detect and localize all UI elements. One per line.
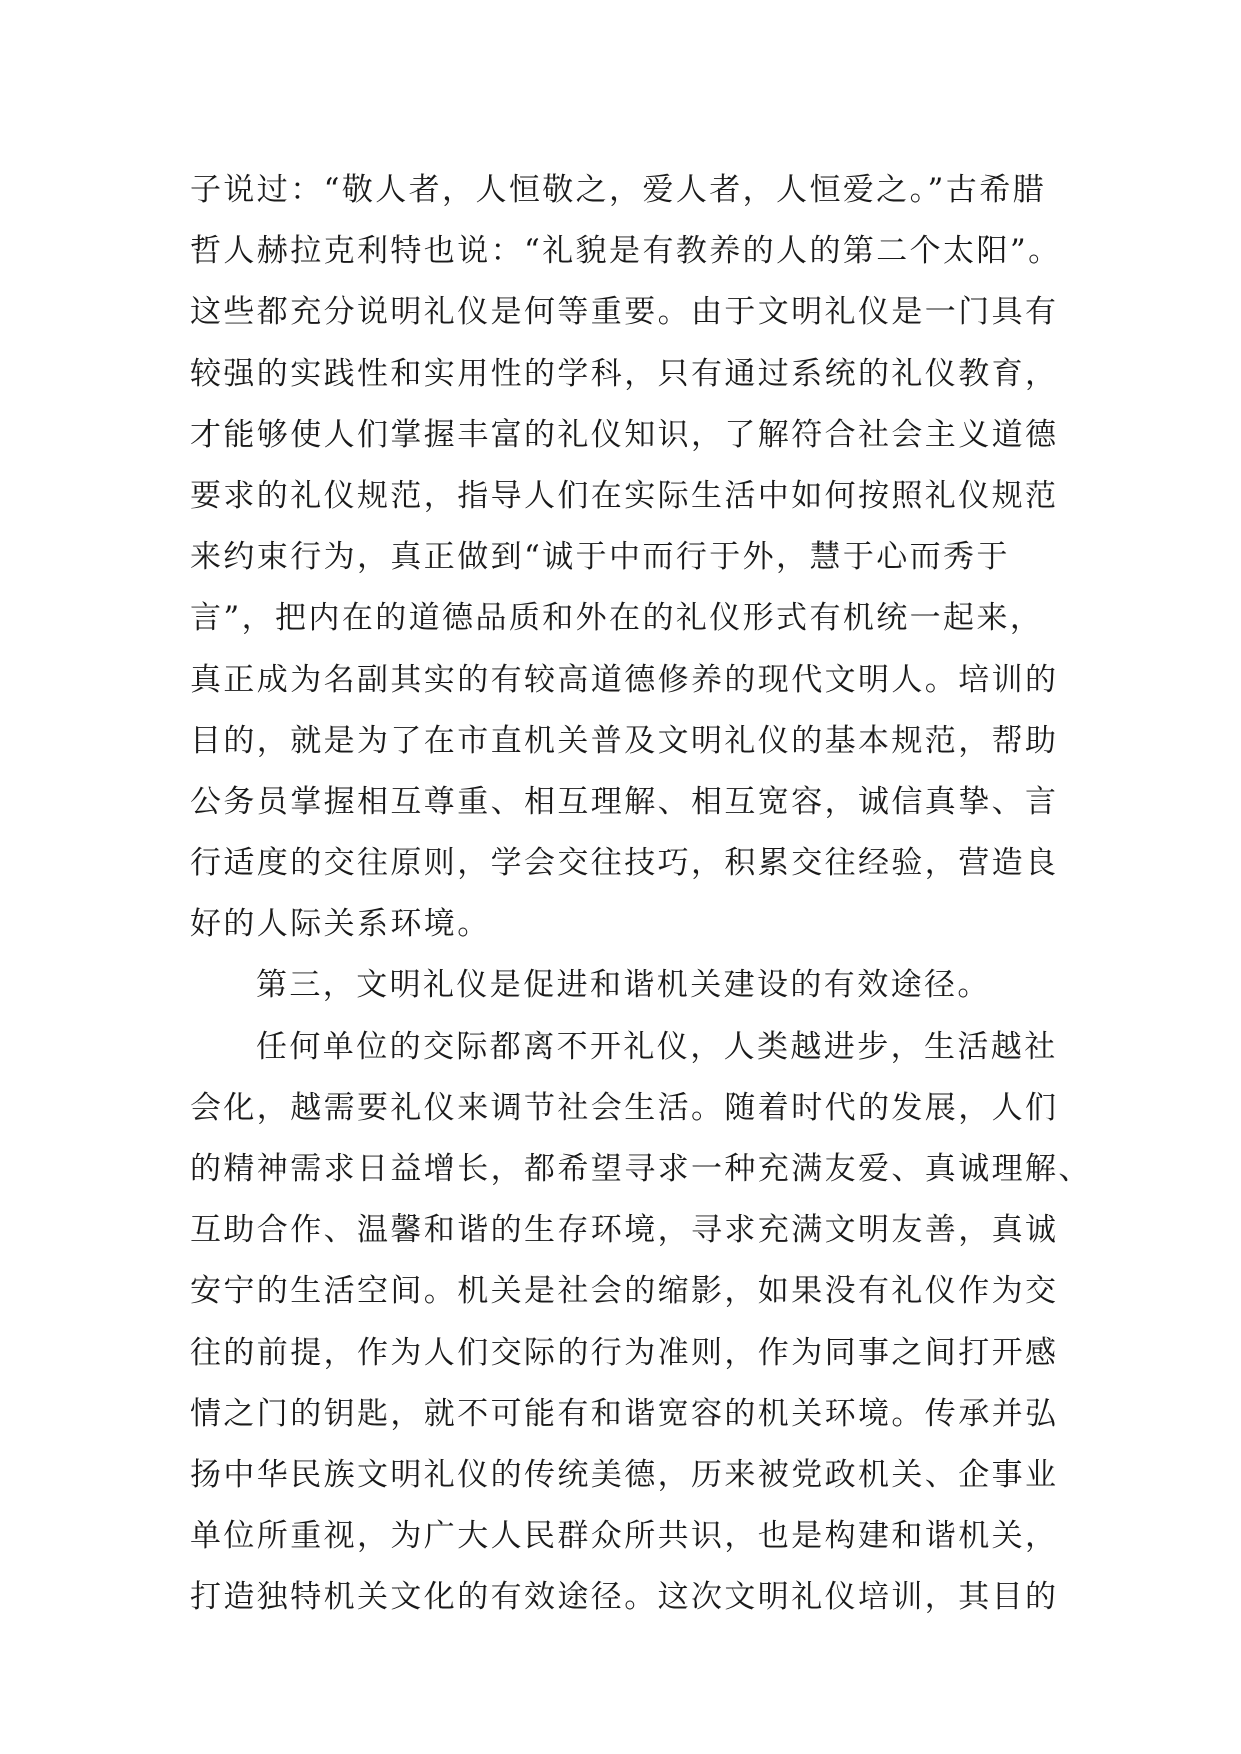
text-line: 行适度的交往原则，学会交往技巧，积累交往经验，营造良 bbox=[190, 845, 1059, 882]
body-text bbox=[190, 160, 1092, 1629]
text-line: 第三，文明礼仪是促进和谐机关建设的有效途径。 bbox=[256, 967, 991, 1004]
text-line: 子说过：“敬人者，人恒敬之，爱人者，人恒爱之。”古希腊 bbox=[190, 172, 1046, 208]
text-line: 这些都充分说明礼仪是何等重要。由于文明礼仪是一门具有 bbox=[190, 294, 1059, 331]
text-line: 的精神需求日益增长，都希望寻求一种充满友爱、真诚理解、 bbox=[190, 1151, 1092, 1187]
text-line: 会化，越需要礼仪来调节社会生活。随着时代的发展，人们 bbox=[190, 1089, 1059, 1126]
text-line: 扬中华民族文明礼仪的传统美德，历来被党政机关、企事业 bbox=[190, 1456, 1059, 1493]
text-line: 来约束行为，真正做到“诚于中而行于外，慧于心而秀于 bbox=[190, 539, 1010, 576]
text-line: 公务员掌握相互尊重、相互理解、相互宽容，诚信真挚、言 bbox=[190, 783, 1059, 820]
text-line: 真正成为名副其实的有较高道德修养的现代文明人。培训的 bbox=[190, 661, 1059, 698]
text-line: 互助合作、温馨和谐的生存环境，寻求充满文明友善，真诚 bbox=[190, 1212, 1059, 1249]
text-line: 安宁的生活空间。机关是社会的缩影，如果没有礼仪作为交 bbox=[190, 1273, 1059, 1310]
text-line: 往的前提，作为人们交际的行为准则，作为同事之间打开感 bbox=[190, 1334, 1059, 1371]
text-line: 言”，把内在的道德品质和外在的礼仪形式有机统一起来， bbox=[190, 600, 1044, 637]
text-line: 好的人际关系环境。 bbox=[190, 906, 491, 943]
text-line: 较强的实践性和实用性的学科，只有通过系统的礼仪教育， bbox=[190, 355, 1059, 392]
text-line: 才能够使人们掌握丰富的礼仪知识，了解符合社会主义道德 bbox=[190, 416, 1059, 453]
text-line: 要求的礼仪规范，指导人们在实际生活中如何按照礼仪规范 bbox=[190, 477, 1059, 514]
text-line: 情之门的钥匙，就不可能有和谐宽容的机关环境。传承并弘 bbox=[190, 1395, 1059, 1432]
text-line: 单位所重视，为广大人民群众所共识，也是构建和谐机关， bbox=[190, 1518, 1059, 1555]
text-line: 任何单位的交际都离不开礼仪，人类越进步，生活越社 bbox=[256, 1028, 1058, 1065]
text-line: 哲人赫拉克利特也说：“礼貌是有教养的人的第二个太阳”。 bbox=[190, 233, 1062, 270]
text-line: 目的，就是为了在市直机关普及文明礼仪的基本规范，帮助 bbox=[190, 722, 1059, 759]
text-line: 打造独特机关文化的有效途径。这次文明礼仪培训，其目的 bbox=[190, 1579, 1059, 1616]
